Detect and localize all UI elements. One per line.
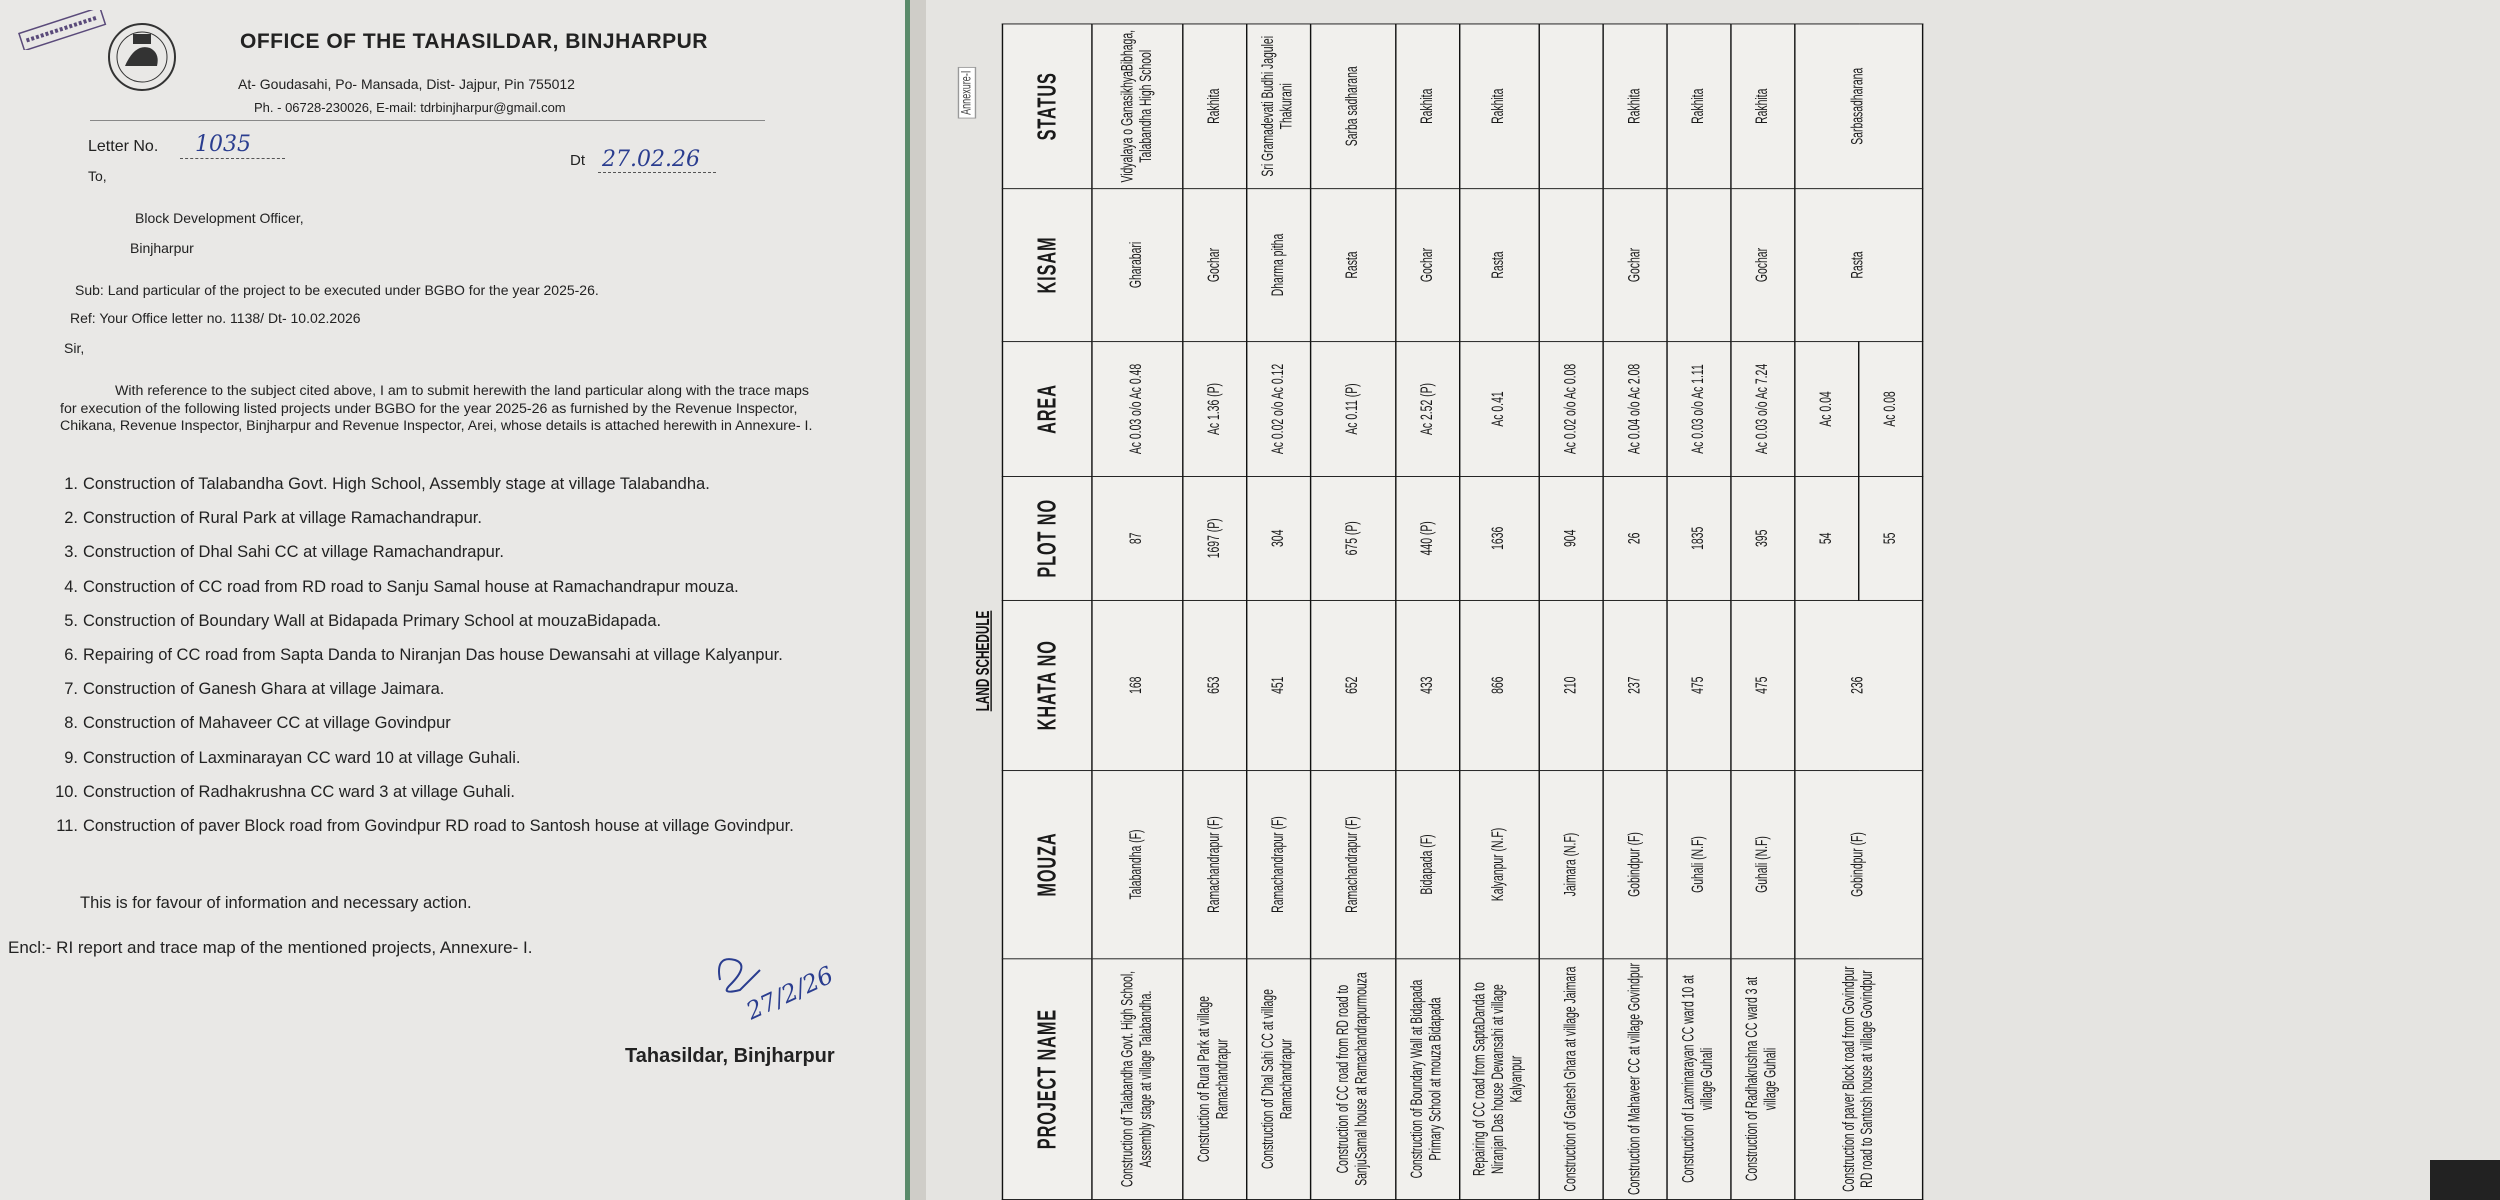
list-item: 11. Construction of paver Block road from Govindpur RD road to Santosh house at village Govindpur. [56, 816, 794, 835]
cell-status: Rakhita [1603, 24, 1667, 189]
cell-project: Construction of Dhal Sahi CC at village Ramachandrapur [1247, 959, 1311, 1200]
cell-khata: 652 [1311, 600, 1396, 770]
government-emblem-icon [95, 18, 190, 96]
date-underline [598, 172, 716, 173]
corner-qr-fragment [2430, 1160, 2500, 1200]
cell-khata: 475 [1667, 600, 1731, 770]
cell-mouza: Bidapada (F) [1396, 770, 1460, 958]
cell-khata: 451 [1247, 600, 1311, 770]
signatory-title: Tahasildar, Binjharpur [625, 1045, 835, 1067]
cell-status: Sarbasadharana [1795, 24, 1923, 189]
header-khata-no: KHATA NO [1002, 600, 1091, 770]
header-status: STATUS [1002, 24, 1091, 189]
land-schedule-table [1002, 24, 1924, 1200]
cell-project: Construction of Boundary Wall at Bidapada Primary School at mouza Bidapada [1396, 959, 1460, 1200]
enclosure-line: Encl:- RI report and trace map of the mentioned projects, Annexure- I. [8, 938, 533, 957]
cell-mouza: Ramachandrapur (F) [1247, 770, 1311, 958]
letter-page [0, 0, 905, 1200]
svg-text:27/2/26: 27/2/26 [741, 960, 838, 1025]
cell-project: Construction of Ganesh Ghara at village Jaimara [1539, 959, 1603, 1200]
cell-mouza: Guhali (N.F) [1667, 770, 1731, 958]
table-row [1603, 24, 1667, 1200]
cell-area: Ac 0.02 o/o Ac 0.08 [1539, 341, 1603, 476]
cell-plot: 304 [1247, 477, 1311, 600]
annexure-page [910, 0, 2500, 1200]
cell-area: Ac 0.03 o/o Ac 1.11 [1667, 341, 1731, 476]
cell-kisam: Rasta [1311, 189, 1396, 342]
date-label: Dt [570, 152, 585, 169]
cell-status: Vidyalaya o GanasikhyaBibhaga, Talabandha High School [1092, 24, 1183, 189]
cell-mouza: Gobindpur (F) [1603, 770, 1667, 958]
salutation: Sir, [64, 340, 85, 356]
cell-plot: 87 [1092, 477, 1183, 600]
cell-area: Ac 0.03 o/o Ac 0.48 [1092, 341, 1183, 476]
header-mouza: MOUZA [1002, 770, 1091, 958]
cell-status [1539, 24, 1603, 189]
cell-area: Ac 0.41 [1460, 341, 1540, 476]
table-row [1183, 24, 1247, 1200]
cell-area: Ac 0.02 o/o Ac 0.12 [1247, 341, 1311, 476]
cell-mouza: Jaimara (N.F) [1539, 770, 1603, 958]
table-row [1731, 24, 1795, 1200]
cell-mouza: Guhali (N.F) [1731, 770, 1795, 958]
cell-project: Construction of CC road from RD road to SanjuSamal house at Ramachandrapurmouza [1311, 959, 1396, 1200]
annexure-label: Annexure-I [958, 67, 976, 119]
cell-plot: 26 [1603, 477, 1667, 600]
cell-khata: 236 [1795, 600, 1923, 770]
cell-kisam: Gochar [1183, 189, 1247, 342]
cell-plot: 55 [1859, 477, 1923, 600]
cell-status: Sarba sadharana [1311, 24, 1396, 189]
cell-kisam [1667, 189, 1731, 342]
cell-area: Ac 2.52 (P) [1396, 341, 1460, 476]
cell-mouza: Gobindpur (F) [1795, 770, 1923, 958]
letter-body: With reference to the subject cited above, I am to submit herewith the land particular along with the trace maps for execution of the following listed projects under BGBO for the year 2025-26 as furnished by the Revenue Inspector, Chikana, Revenue Inspector, Binjharpur and Revenue Inspector, Arei, whose details is attached herewith in Annexure- I. [60, 383, 813, 434]
list-item: 9. Construction of Laxminarayan CC ward 10 at village Guhali. [64, 748, 521, 767]
closing-line: This is for favour of information and necessary action. [80, 894, 472, 912]
recipient-place: Binjharpur [130, 240, 194, 256]
cell-kisam [1539, 189, 1603, 342]
signature-icon [700, 940, 850, 1025]
cell-status: Rakhita [1396, 24, 1460, 189]
cell-plot: 675 (P) [1311, 477, 1396, 600]
cell-status: Rakhita [1731, 24, 1795, 189]
list-item: 3. Construction of Dhal Sahi CC at village Ramachandrapur. [64, 543, 504, 562]
cell-plot: 904 [1539, 477, 1603, 600]
list-item: 7. Construction of Ganesh Ghara at village Jaimara. [64, 680, 445, 699]
cell-plot: 440 (P) [1396, 477, 1460, 600]
list-item: 5. Construction of Boundary Wall at Bidapada Primary School at mouzaBidapada. [64, 611, 662, 630]
cell-project: Construction of paver Block road from Govindpur RD road to Santosh house at village Govindpur [1795, 959, 1923, 1200]
cell-kisam: Dharma pitha [1247, 189, 1311, 342]
cell-area: Ac 1.36 (P) [1183, 341, 1247, 476]
office-title: OFFICE OF THE TAHASILDAR, BINJHARPUR [240, 30, 708, 53]
project-list [40, 474, 870, 850]
letter-no-underline [180, 158, 285, 159]
cell-plot: 1697 (P) [1183, 477, 1247, 600]
cell-kisam: Gochar [1603, 189, 1667, 342]
header-project-name: PROJECT NAME [1002, 959, 1091, 1200]
table-row [1795, 24, 1859, 1200]
header-area: AREA [1002, 341, 1091, 476]
list-item: 2. Construction of Rural Park at village Ramachandrapur. [64, 509, 482, 528]
table-row [1539, 24, 1603, 1200]
list-item: 4. Construction of CC road from RD road to Sanju Samal house at Ramachandrapur mouza. [64, 577, 739, 596]
cell-project: Construction of Mahaveer CC at village Govindpur [1603, 959, 1667, 1200]
cell-area: Ac 0.03 o/o Ac 7.24 [1731, 341, 1795, 476]
cell-project: Construction of Radhakrushna CC ward 3 at village Guhali [1731, 959, 1795, 1200]
cell-khata: 475 [1731, 600, 1795, 770]
cell-khata: 653 [1183, 600, 1247, 770]
cell-area: Ac 0.11 (P) [1311, 341, 1396, 476]
cell-kisam: Gochar [1731, 189, 1795, 342]
cell-status: Rakhita [1667, 24, 1731, 189]
header-divider [90, 120, 765, 121]
cell-area: Ac 0.04 [1795, 341, 1859, 476]
cell-plot: 1636 [1460, 477, 1540, 600]
list-item: 8. Construction of Mahaveer CC at village Govindpur [64, 714, 451, 733]
header-kisam: KISAM [1002, 189, 1091, 342]
cell-area: Ac 0.04 o/o Ac 2.08 [1603, 341, 1667, 476]
cell-khata: 866 [1460, 600, 1540, 770]
cell-project: Construction of Talabandha Govt. High School, Assembly stage at village Talabandha. [1092, 959, 1183, 1200]
letter-no-label: Letter No. [88, 138, 159, 155]
list-item: 1. Construction of Talabandha Govt. High School, Assembly stage at village Talabandha. [64, 475, 710, 493]
cell-khata: 168 [1092, 600, 1183, 770]
letter-no-value: 1035 [195, 132, 251, 157]
cell-kisam: Rasta [1795, 189, 1923, 342]
schedule-title: LAND SCHEDULE [971, 610, 994, 712]
cell-kisam: Rasta [1460, 189, 1540, 342]
page-edge [910, 0, 926, 1200]
office-phone-email: Ph. - 06728-230026, E-mail: tdrbinjharpur@gmail.com [254, 100, 566, 115]
table-row [1396, 24, 1460, 1200]
office-address: At- Goudasahi, Po- Mansada, Dist- Jajpur, Pin 755012 [238, 76, 575, 92]
to-label: To, [88, 168, 107, 184]
cell-mouza: Ramachandrapur (F) [1183, 770, 1247, 958]
list-item: 10. Construction of Radhakrushna CC ward 3 at village Guhali. [55, 782, 515, 801]
recipient-title: Block Development Officer, [135, 210, 304, 226]
table-row [1460, 24, 1540, 1200]
cell-khata: 433 [1396, 600, 1460, 770]
table-row [1247, 24, 1311, 1200]
list-item: 6. Repairing of CC road from Sapta Danda to Niranjan Das house Dewansahi at village Kalyanpur. [64, 645, 783, 664]
header-plot-no: PLOT NO [1002, 477, 1091, 600]
cell-mouza: Talabandha (F) [1092, 770, 1183, 958]
subject-line: Sub: Land particular of the project to be executed under BGBO for the year 2025-26. [75, 282, 599, 298]
cell-project: Construction of Laxminarayan CC ward 10 at village Guhali [1667, 959, 1731, 1200]
cell-khata: 237 [1603, 600, 1667, 770]
cell-project: Repairing of CC road from SaptaDanda to Niranjan Das house Dewansahi at village Kalyanpur [1460, 959, 1540, 1200]
cell-plot: 395 [1731, 477, 1795, 600]
table-header-row [1002, 24, 1091, 1200]
cell-status: Sri Gramadevati Budhi Jagulei Thakurani [1247, 24, 1311, 189]
table-row [1667, 24, 1731, 1200]
cell-kisam: Gochar [1396, 189, 1460, 342]
table-row [1092, 24, 1183, 1200]
date-value: 27.02.26 [602, 147, 700, 172]
reference-line: Ref: Your Office letter no. 1138/ Dt- 10.02.2026 [70, 310, 361, 326]
cell-area: Ac 0.08 [1859, 341, 1923, 476]
cell-status: Rakhita [1460, 24, 1540, 189]
cell-kisam: Gharabari [1092, 189, 1183, 342]
cell-mouza: Ramachandrapur (F) [1311, 770, 1396, 958]
cell-plot: 54 [1795, 477, 1859, 600]
cell-status: Rakhita [1183, 24, 1247, 189]
cell-plot: 1835 [1667, 477, 1731, 600]
cell-project: Construction of Rural Park at village Ramachandrapur [1183, 959, 1247, 1200]
land-schedule-rotated [959, 24, 1899, 1200]
cell-mouza: Kalyanpur (N.F) [1460, 770, 1540, 958]
table-row [1311, 24, 1396, 1200]
cell-khata: 210 [1539, 600, 1603, 770]
